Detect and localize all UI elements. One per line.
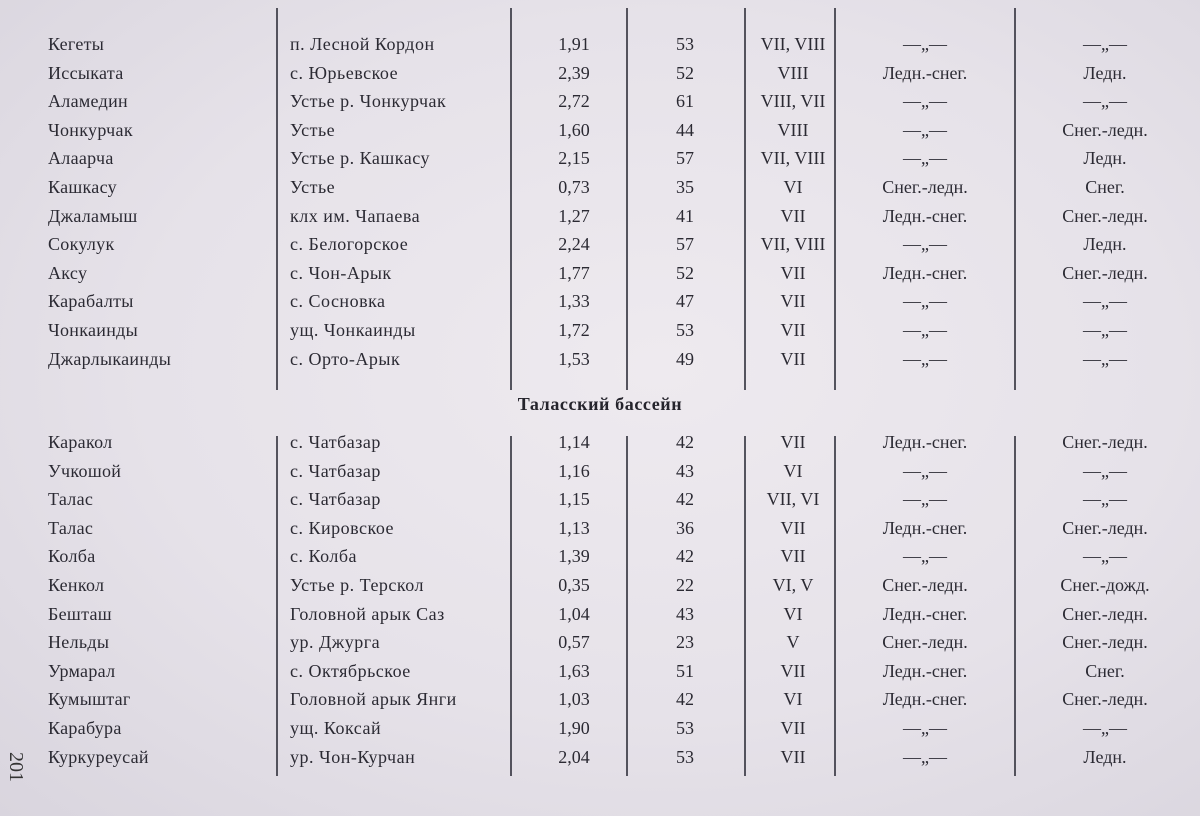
count-value: 61 <box>676 91 694 112</box>
gauge-point: с. Чон-Арык <box>290 262 392 283</box>
table-row <box>0 345 1200 373</box>
gauge-point: с. Белогорское <box>290 234 409 255</box>
months-value: VII, VIII <box>760 34 826 54</box>
feeding-type-2: —„— <box>1083 320 1127 340</box>
feeding-type-1: —„— <box>903 348 947 369</box>
river-name: Куркуреусай <box>48 746 149 767</box>
table-row <box>0 657 1200 685</box>
count-value: 53 <box>676 320 694 340</box>
feeding-type-2: —„— <box>1083 91 1127 112</box>
months-value: VIII <box>777 119 809 140</box>
modulus-value: 1,15 <box>558 489 590 510</box>
feeding-type-2: —„— <box>1083 34 1127 54</box>
river-name: Колба <box>48 546 96 567</box>
modulus-value: 1,33 <box>558 291 590 312</box>
feeding-type-2: Снег.-дожд. <box>1060 575 1150 595</box>
feeding-type-1: Ледн.-снег. <box>882 603 968 624</box>
count-value: 47 <box>676 291 694 312</box>
feeding-type-2: Снег.-ледн. <box>1062 517 1148 538</box>
table-row <box>0 542 1200 570</box>
modulus-value: 2,15 <box>558 148 590 169</box>
months-value: VI, V <box>772 575 814 595</box>
count-value: 42 <box>676 432 694 452</box>
feeding-type-1: —„— <box>903 291 947 312</box>
gauge-point: Головной арык Янги <box>290 689 457 710</box>
feeding-type-1: —„— <box>903 234 947 255</box>
feeding-type-2: Снег.-ледн. <box>1062 119 1148 140</box>
river-name: Кашкасу <box>48 177 117 197</box>
table-row <box>0 743 1200 771</box>
modulus-value: 2,72 <box>558 91 590 112</box>
modulus-value: 1,63 <box>558 660 590 681</box>
feeding-type-2: Снег. <box>1085 660 1125 681</box>
gauge-point: ур. Чон-Курчан <box>290 746 416 767</box>
modulus-value: 1,27 <box>558 205 590 226</box>
count-value: 53 <box>676 718 694 738</box>
page-number: 201 <box>5 752 27 782</box>
modulus-value: 1,91 <box>558 34 590 54</box>
count-value: 42 <box>676 546 694 567</box>
months-value: VII <box>780 660 806 681</box>
count-value: 44 <box>676 119 694 140</box>
feeding-type-2: —„— <box>1083 489 1127 510</box>
modulus-value: 2,04 <box>558 746 590 767</box>
feeding-type-1: Ледн.-снег. <box>882 660 968 681</box>
months-value: VII <box>780 262 806 283</box>
table-row <box>0 144 1200 172</box>
river-name: Каракол <box>48 432 113 452</box>
river-name: Джаламыш <box>48 205 138 226</box>
river-name: Кегеты <box>48 34 105 54</box>
months-value: VII <box>780 320 806 340</box>
river-name: Аксу <box>48 262 88 283</box>
feeding-type-1: Ледн.-снег. <box>882 62 968 83</box>
table-row <box>0 259 1200 287</box>
table-row <box>0 571 1200 599</box>
feeding-type-1: —„— <box>903 34 947 54</box>
count-value: 53 <box>676 34 694 54</box>
feeding-type-1: —„— <box>903 489 947 510</box>
count-value: 36 <box>676 517 694 538</box>
count-value: 23 <box>676 632 694 653</box>
count-value: 43 <box>676 603 694 624</box>
table-row <box>0 714 1200 742</box>
gauge-point: с. Юрьевское <box>290 62 399 83</box>
gauge-point: Головной арык Саз <box>290 603 445 624</box>
feeding-type-1: —„— <box>903 119 947 140</box>
months-value: VII, VIII <box>760 148 826 169</box>
gauge-point: Устье <box>290 177 336 197</box>
feeding-type-2: Ледн. <box>1083 234 1127 255</box>
months-value: VI <box>783 603 803 624</box>
table-row <box>0 514 1200 542</box>
gauge-point: с. Сосновка <box>290 291 386 312</box>
count-value: 41 <box>676 205 694 226</box>
river-name: Талас <box>48 517 94 538</box>
table-row <box>0 173 1200 201</box>
feeding-type-2: Ледн. <box>1083 746 1127 767</box>
count-value: 51 <box>676 660 694 681</box>
feeding-type-1: Ледн.-снег. <box>882 205 968 226</box>
count-value: 49 <box>676 348 694 369</box>
feeding-type-2: Снег.-ледн. <box>1062 603 1148 624</box>
feeding-type-1: Снег.-ледн. <box>882 632 968 653</box>
months-value: VI <box>783 177 803 197</box>
feeding-type-2: Ледн. <box>1083 148 1127 169</box>
table-row <box>0 287 1200 315</box>
feeding-type-1: Снег.-ледн. <box>882 177 968 197</box>
table-row <box>0 316 1200 344</box>
river-name: Карабалты <box>48 291 134 312</box>
gauge-point: Устье р. Кашкасу <box>290 148 430 169</box>
modulus-value: 1,72 <box>558 320 590 340</box>
river-name: Чонкаинды <box>48 320 139 340</box>
river-name: Учкошой <box>48 460 122 481</box>
gauge-point: Устье р. Чонкурчак <box>290 91 447 112</box>
count-value: 57 <box>676 148 694 169</box>
table-row <box>0 685 1200 713</box>
modulus-value: 0,73 <box>558 177 590 197</box>
river-name: Талас <box>48 489 94 510</box>
river-name: Нельды <box>48 632 110 653</box>
river-name: Чонкурчак <box>48 119 133 140</box>
gauge-point: ущ. Коксай <box>290 718 382 738</box>
modulus-value: 1,90 <box>558 718 590 738</box>
count-value: 52 <box>676 262 694 283</box>
table-row <box>0 202 1200 230</box>
modulus-value: 1,60 <box>558 119 590 140</box>
river-name: Иссыката <box>48 62 124 83</box>
feeding-type-2: Ледн. <box>1083 62 1127 83</box>
modulus-value: 1,14 <box>558 432 590 452</box>
months-value: VII <box>780 546 806 567</box>
river-name: Алаарча <box>48 148 114 169</box>
table-row <box>0 628 1200 656</box>
table-row <box>0 116 1200 144</box>
modulus-value: 2,39 <box>558 62 590 83</box>
modulus-value: 1,77 <box>558 262 590 283</box>
feeding-type-1: Ледн.-снег. <box>882 689 968 710</box>
modulus-value: 2,24 <box>558 234 590 255</box>
gauge-point: с. Колба <box>290 546 357 567</box>
count-value: 42 <box>676 689 694 710</box>
section-title: Таласский бассейн <box>517 394 683 414</box>
table-row <box>0 485 1200 513</box>
gauge-point: с. Чатбазар <box>290 489 381 510</box>
gauge-point: п. Лесной Кордон <box>290 34 435 54</box>
months-value: VII, VIII <box>760 234 826 255</box>
feeding-type-1: —„— <box>903 320 947 340</box>
months-value: VIII, VII <box>760 91 826 112</box>
feeding-type-2: Снег. <box>1085 177 1125 197</box>
gauge-point: с. Кировское <box>290 517 395 538</box>
gauge-point: с. Чатбазар <box>290 432 381 452</box>
modulus-value: 1,03 <box>558 689 590 710</box>
gauge-point: ур. Джурга <box>290 632 381 653</box>
river-name: Карабура <box>48 718 122 738</box>
count-value: 42 <box>676 489 694 510</box>
table-row <box>0 230 1200 258</box>
river-name: Джарлыкаинды <box>48 348 172 369</box>
table-row <box>0 600 1200 628</box>
feeding-type-2: Снег.-ледн. <box>1062 262 1148 283</box>
gauge-point: с. Чатбазар <box>290 460 381 481</box>
river-name: Кумыштаг <box>48 689 131 710</box>
feeding-type-1: —„— <box>903 148 947 169</box>
count-value: 43 <box>676 460 694 481</box>
months-value: VI <box>783 460 803 481</box>
feeding-type-1: Ледн.-снег. <box>882 517 968 538</box>
modulus-value: 1,13 <box>558 517 590 538</box>
feeding-type-1: Снег.-ледн. <box>882 575 968 595</box>
feeding-type-2: —„— <box>1083 546 1127 567</box>
river-name: Урмарал <box>48 660 116 681</box>
table-row <box>0 87 1200 115</box>
gauge-point: Устье <box>290 119 336 140</box>
months-value: VII <box>780 432 806 452</box>
months-value: VII <box>780 517 806 538</box>
river-name: Сокулук <box>48 234 115 255</box>
modulus-value: 1,16 <box>558 460 590 481</box>
feeding-type-2: Снег.-ледн. <box>1062 689 1148 710</box>
feeding-type-2: Снег.-ледн. <box>1062 205 1148 226</box>
feeding-type-1: —„— <box>903 718 947 738</box>
river-name: Аламедин <box>48 91 128 112</box>
modulus-value: 1,53 <box>558 348 590 369</box>
feeding-type-1: —„— <box>903 460 947 481</box>
feeding-type-1: Ледн.-снег. <box>882 262 968 283</box>
feeding-type-1: —„— <box>903 746 947 767</box>
count-value: 57 <box>676 234 694 255</box>
river-name: Бешташ <box>48 603 112 624</box>
months-value: VII <box>780 746 806 767</box>
feeding-type-2: —„— <box>1083 291 1127 312</box>
count-value: 35 <box>676 177 694 197</box>
table-row <box>0 428 1200 456</box>
feeding-type-1: Ледн.-снег. <box>882 432 968 452</box>
feeding-type-2: Снег.-ледн. <box>1062 632 1148 653</box>
months-value: VII <box>780 718 806 738</box>
gauge-point: с. Октябрьское <box>290 660 411 681</box>
feeding-type-2: Снег.-ледн. <box>1062 432 1148 452</box>
months-value: VII <box>780 205 806 226</box>
feeding-type-1: —„— <box>903 546 947 567</box>
months-value: VII <box>780 291 806 312</box>
months-value: V <box>786 632 800 653</box>
months-value: VI <box>783 689 803 710</box>
feeding-type-2: —„— <box>1083 460 1127 481</box>
modulus-value: 0,57 <box>558 632 590 653</box>
feeding-type-2: —„— <box>1083 718 1127 738</box>
river-name: Кенкол <box>48 575 105 595</box>
count-value: 52 <box>676 62 694 83</box>
modulus-value: 0,35 <box>558 575 590 595</box>
gauge-point: ущ. Чонкаинды <box>290 320 416 340</box>
table-row <box>0 457 1200 485</box>
count-value: 22 <box>676 575 694 595</box>
table-row <box>0 59 1200 87</box>
months-value: VII, VI <box>766 489 820 510</box>
months-value: VII <box>780 348 806 369</box>
feeding-type-2: —„— <box>1083 348 1127 369</box>
gauge-point: с. Орто-Арык <box>290 348 401 369</box>
modulus-value: 1,39 <box>558 546 590 567</box>
count-value: 53 <box>676 746 694 767</box>
gauge-point: клх им. Чапаева <box>290 205 421 226</box>
table-row <box>0 30 1200 58</box>
months-value: VIII <box>777 62 809 83</box>
feeding-type-1: —„— <box>903 91 947 112</box>
modulus-value: 1,04 <box>558 603 590 624</box>
gauge-point: Устье р. Терскол <box>290 575 424 595</box>
